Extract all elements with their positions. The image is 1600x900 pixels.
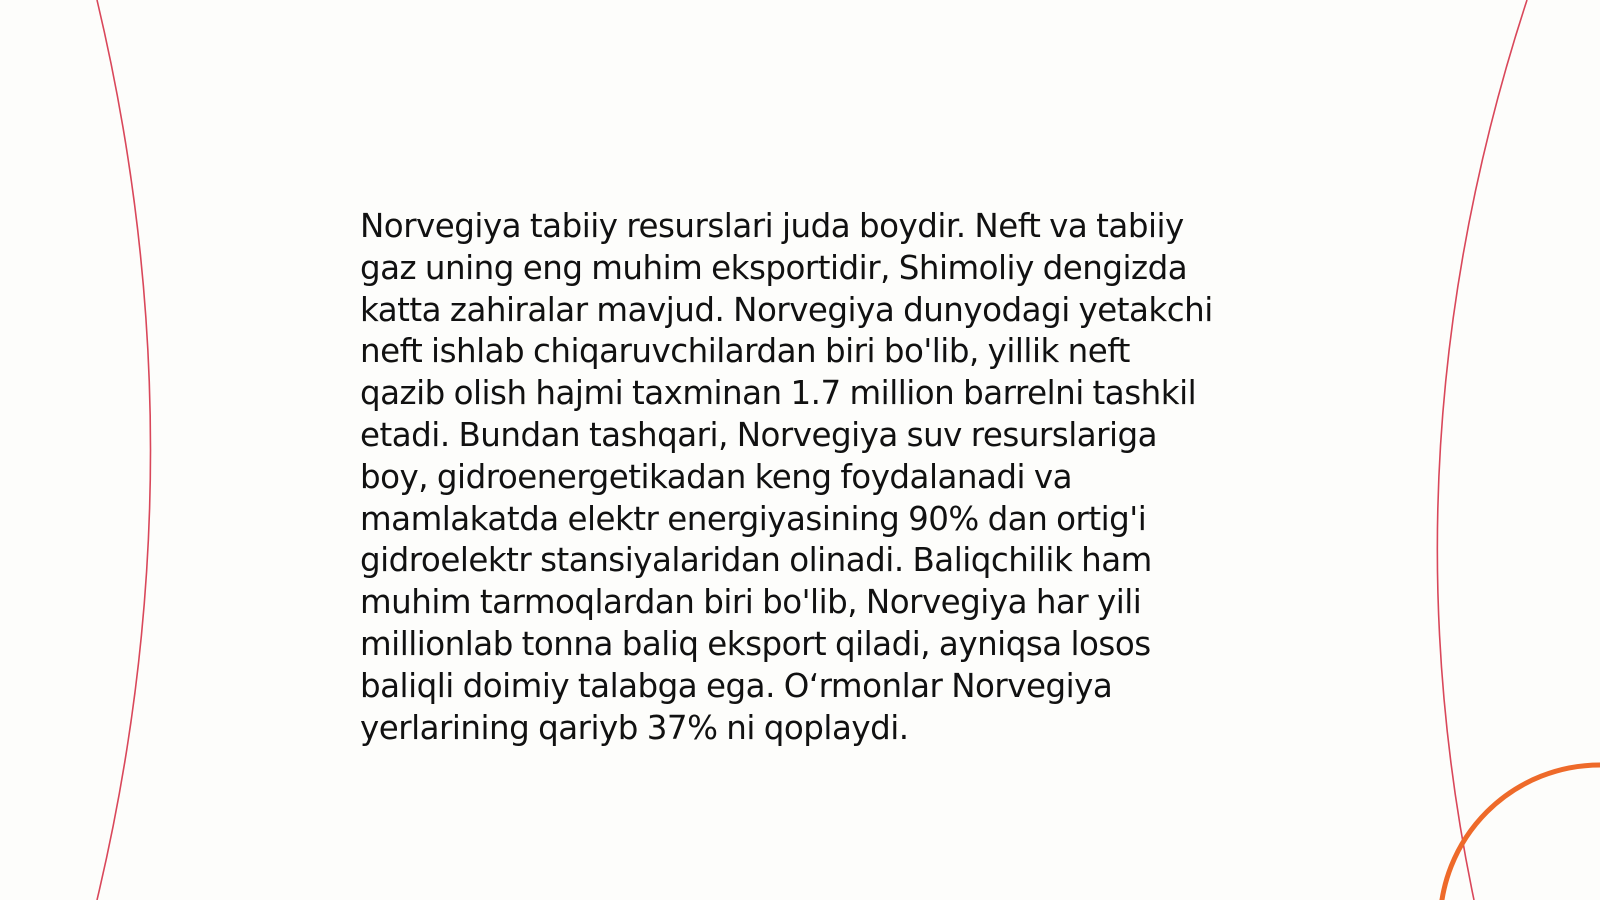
- left-arc-line: [97, 0, 151, 900]
- text-line: gaz uning eng muhim eksportidir, Shimoliy dengizda: [360, 248, 1188, 287]
- right-arc-line: [1437, 0, 1527, 900]
- text-line: yerlarining qariyb 37% ni qoplaydi.: [360, 708, 909, 747]
- text-line: millionlab tonna baliq eksport qiladi, ayniqsa losos: [360, 624, 1151, 663]
- orange-ring: [1440, 765, 1600, 900]
- text-line: baliqli doimiy talabga ega. O‘rmonlar Norvegiya: [360, 666, 1113, 705]
- text-line: katta zahiralar mavjud. Norvegiya dunyodagi yetakchi: [360, 290, 1213, 329]
- text-line: Norvegiya tabiiy resurslari juda boydir. Neft va tabiiy: [360, 207, 1184, 245]
- text-box: [360, 206, 1260, 749]
- text-line: neft ishlab chiqaruvchilardan biri bo'lib, yillik neft: [360, 332, 1130, 371]
- text-line: etadi. Bundan tashqari, Norvegiya suv resurslariga: [360, 415, 1158, 454]
- text-line: qazib olish hajmi taxminan 1.7 million barrelni tashkil: [360, 374, 1197, 413]
- text-line: muhim tarmoqlardan biri bo'lib, Norvegiya har yili: [360, 583, 1142, 622]
- text-line: gidroelektr stansiyalaridan olinadi. Baliqchilik ham: [360, 541, 1152, 580]
- body-paragraph: [360, 206, 1260, 749]
- text-line: mamlakatda elektr energiyasining 90% dan ortig'i: [360, 499, 1147, 538]
- text-line: boy, gidroenergetikadan keng foydalanadi va: [360, 457, 1073, 496]
